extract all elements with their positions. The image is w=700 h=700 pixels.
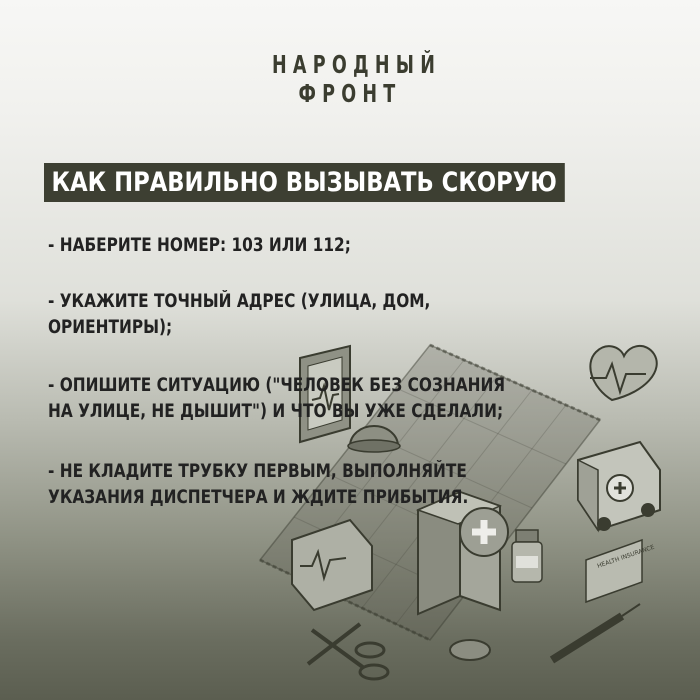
brand-logo [272,50,442,108]
page-title: КАК ПРАВИЛЬНО ВЫЗЫВАТЬ СКОРУЮ [44,163,564,202]
heart-pulse-icon [590,346,657,400]
instruction-step-1: - НАБЕРИТЕ НОМЕР: 103 ИЛИ 112; [48,235,351,256]
scissors-icon [308,624,388,679]
instruction-step-3: - ОПИШИТЕ СИТУАЦИЮ ("ЧЕЛОВЕК БЕЗ СОЗНАНИЯ НА УЛИЦЕ, НЕ ДЫШИТ") И ЧТО ВЫ УЖЕ СДЕЛАЛИ; [48,375,506,422]
ambulance-icon [578,442,660,531]
pill-icon [450,640,490,660]
instruction-step-4: - НЕ КЛАДИТЕ ТРУБКУ ПЕРВЫМ, ВЫПОЛНЯЙТЕ УКАЗАНИЯ ДИСПЕТЧЕРА И ЖДИТЕ ПРИБЫТИЯ. [48,461,469,508]
insurance-card-text: HEALTH INSURANCE [596,543,656,570]
syringe-icon [552,604,640,660]
medicine-bottle-icon [512,530,542,582]
instruction-step-2: - УКАЖИТЕ ТОЧНЫЙ АДРЕС (УЛИЦА, ДОМ, ОРИЕНТИРЫ); [48,291,431,338]
medical-cross-icon [460,508,508,556]
logo-line-1: НАРОДНЫЙ [272,50,442,79]
logo-line-2: ФРОНТ [298,79,402,108]
health-insurance-card [586,540,656,602]
